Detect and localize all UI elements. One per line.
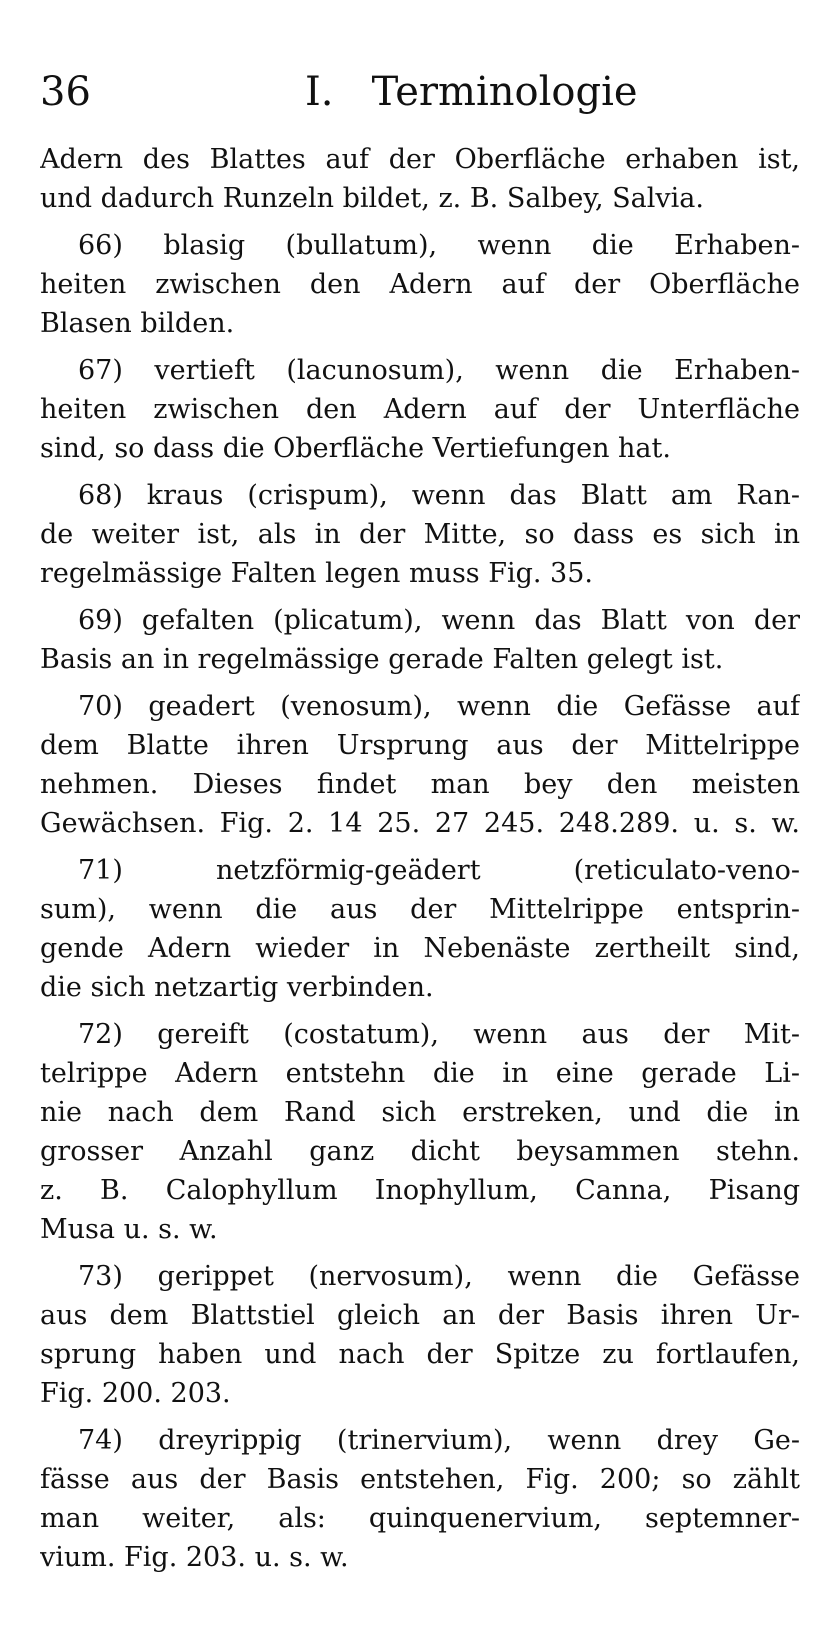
text-line: 68) kraus (crispum), wenn das Blatt am Ran- [78, 480, 800, 511]
entry-70 [40, 687, 800, 843]
text-line: Adern des Blattes auf der Oberfläche erhaben ist, [40, 144, 800, 175]
entry-67 [40, 351, 800, 468]
text-line: 72) gereift (costatum), wenn aus der Mit- [78, 1019, 800, 1050]
text-line: man weiter, als: quinquenervium, septemner- [40, 1503, 800, 1534]
page-header [40, 62, 800, 122]
text-line: grosser Anzahl ganz dicht beysammen stehn. [40, 1136, 800, 1167]
text-line: nie nach dem Rand sich erstreken, und die in [40, 1097, 800, 1128]
text-line: Musa u. s. w. [40, 1214, 218, 1245]
text-line: telrippe Adern entstehn die in eine gerade Li- [40, 1058, 800, 1089]
text-line: sum), wenn die aus der Mittelrippe entsprin- [40, 894, 800, 925]
text-line: dem Blatte ihren Ursprung aus der Mittelrippe [40, 730, 800, 761]
text-line: 70) geadert (venosum), wenn die Gefässe auf [78, 691, 800, 722]
text-line: 67) vertieft (lacunosum), wenn die Erhaben- [78, 355, 800, 386]
text-line: 69) gefalten (plicatum), wenn das Blatt von der [78, 605, 800, 636]
entry-69 [40, 601, 800, 679]
text-line: de weiter ist, als in der Mitte, so dass es sich in [40, 519, 800, 550]
text-line: 74) dreyrippig (trinervium), wenn drey Ge- [78, 1425, 800, 1456]
text-line: z. B. Calophyllum Inophyllum, Canna, Pisang [40, 1175, 800, 1206]
text-line: aus dem Blattstiel gleich an der Basis ihren Ur- [40, 1300, 800, 1331]
entry-73 [40, 1257, 800, 1413]
entry-68 [40, 476, 800, 593]
text-line: 66) blasig (bullatum), wenn die Erhaben- [78, 230, 800, 261]
entry-66 [40, 226, 800, 343]
text-line: heiten zwischen den Adern auf der Oberfläche [40, 269, 800, 300]
text-line: und dadurch Runzeln bildet, z. B. Salbey, Salvia. [40, 183, 704, 214]
chapter-title: I. Terminologie [305, 69, 638, 115]
text-line: Fig. 200. 203. [40, 1378, 231, 1409]
text-line: nehmen. Dieses findet man bey den meisten [40, 769, 800, 800]
body-text [40, 140, 800, 1585]
text-line: vium. Fig. 203. u. s. w. [40, 1542, 349, 1573]
text-line: heiten zwischen den Adern auf der Unterfläche [40, 394, 800, 425]
text-line: regelmässige Falten legen muss Fig. 35. [40, 558, 593, 589]
paragraph-continuation [40, 140, 800, 218]
entry-74 [40, 1421, 800, 1577]
page-number: 36 [40, 69, 91, 115]
entry-72 [40, 1015, 800, 1249]
text-line: sind, so dass die Oberfläche Vertiefungen hat. [40, 433, 671, 464]
text-line: 71) netzförmig-geädert (reticulato-veno- [78, 855, 800, 886]
text-line: die sich netzartig verbinden. [40, 972, 434, 1003]
text-line: Blasen bilden. [40, 308, 235, 339]
text-line: sprung haben und nach der Spitze zu fortlaufen, [40, 1339, 800, 1370]
text-line: Gewächsen. Fig. 2. 14 25. 27 245. 248.289. u. s. w. [40, 808, 800, 839]
text-line: Basis an in regelmässige gerade Falten gelegt ist. [40, 644, 724, 675]
text-line: fässe aus der Basis entstehen, Fig. 200; so zählt [40, 1464, 800, 1495]
text-line: 73) gerippet (nervosum), wenn die Gefässe [78, 1261, 800, 1292]
entry-71 [40, 851, 800, 1007]
text-line: gende Adern wieder in Nebenäste zertheilt sind, [40, 933, 800, 964]
